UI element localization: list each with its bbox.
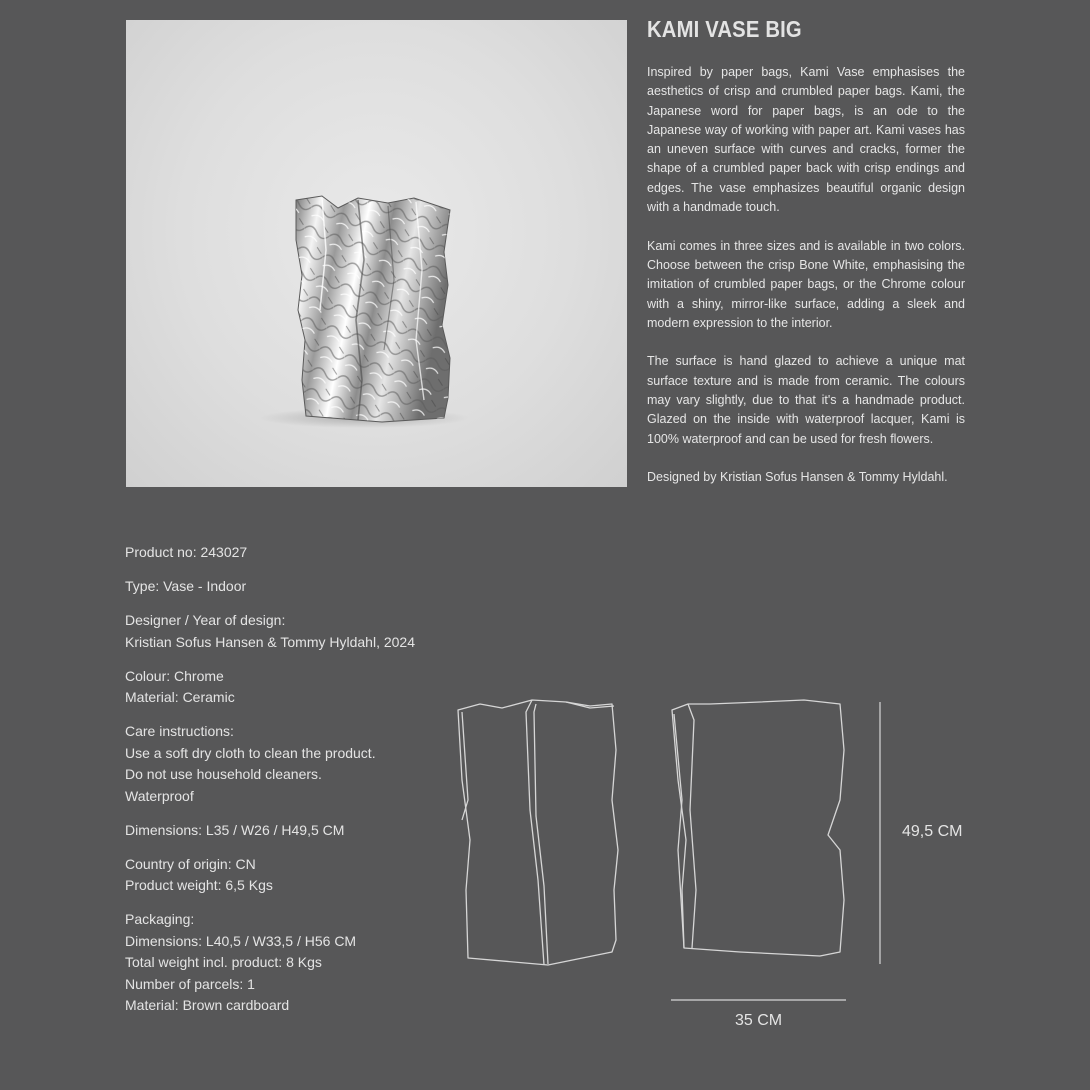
spec-care-instructions: [125, 721, 455, 807]
description-paragraph: Inspired by paper bags, Kami Vase emphasises the aesthetics of crisp and crumbled paper bags. Kami, the Japanese word for paper bags, is an ode to the Japanese way of working with paper art. Kami vases has an uneven surface with curves and cracks, former the shape of a crumbled paper back with crisp endings and edges. The vase emphasizes beautiful organic design with a handmade touch.: [647, 65, 965, 215]
spec-designer: [125, 610, 455, 653]
spec-line: Use a soft dry cloth to clean the product.: [125, 744, 376, 761]
spec-line: Product no: 243027: [125, 544, 248, 560]
spec-line: Type: Vase - Indoor: [125, 578, 247, 594]
spec-line: Total weight incl. product: 8 Kgs: [125, 954, 322, 970]
product-description: [647, 63, 965, 507]
spec-packaging: [125, 909, 455, 1017]
spec-line: Colour: Chrome: [125, 667, 224, 684]
spec-product-number: [125, 542, 455, 564]
side-view-outline: [672, 700, 844, 956]
designer-credit: Designed by Kristian Sofus Hansen & Tommy Hyldahl.: [647, 470, 948, 485]
width-dimension-label: 35 CM: [735, 1012, 783, 1029]
spec-line: Kristian Sofus Hansen & Tommy Hyldahl, 2024: [125, 633, 415, 650]
spec-dimensions: [125, 820, 455, 842]
spec-line: Dimensions: L40,5 / W33,5 / H56 CM: [125, 932, 357, 949]
spec-line: Dimensions: L35 / W26 / H49,5 CM: [125, 821, 345, 838]
description-paragraph: Kami comes in three sizes and is available in two colors. Choose between the crisp Bone White, emphasising the imitation of crumbled paper bags, or the Chrome colour with a shiny, mirror-like surface, adding a sleek and modern expression to the interior.: [647, 238, 965, 330]
spec-line: Material: Ceramic: [125, 689, 235, 705]
spec-line: Do not use household cleaners.: [125, 766, 322, 782]
front-view-outline: [458, 700, 618, 965]
spec-line: Waterproof: [125, 787, 194, 804]
spec-line: Material: Brown cardboard: [125, 997, 290, 1013]
product-title: KAMI VASE BIG: [647, 16, 802, 42]
spec-line: Product weight: 6,5 Kgs: [125, 877, 273, 893]
description-paragraph: The surface is hand glazed to achieve a unique mat surface texture and is made from ceramic. The colours may vary slightly, due to that it's a handmade product. Glazed on the inside with waterproof lacquer, Kami is 100% waterproof and can be used for fresh flowers.: [647, 354, 965, 446]
spec-colour-material: [125, 666, 455, 709]
technical-drawing: [440, 690, 890, 1020]
spec-line: Country of origin: CN: [125, 855, 256, 872]
spec-line: Packaging:: [125, 911, 195, 927]
height-dimension-label: 49,5 CM: [902, 823, 963, 840]
spec-line: Designer / Year of design:: [125, 612, 286, 628]
specifications-list: [125, 542, 455, 1029]
chrome-vase-image: [126, 20, 627, 487]
spec-line: Number of parcels: 1: [125, 975, 255, 992]
product-photo: [126, 20, 627, 487]
spec-type: [125, 576, 455, 598]
spec-line: Care instructions:: [125, 723, 234, 739]
spec-origin-weight: [125, 854, 455, 897]
